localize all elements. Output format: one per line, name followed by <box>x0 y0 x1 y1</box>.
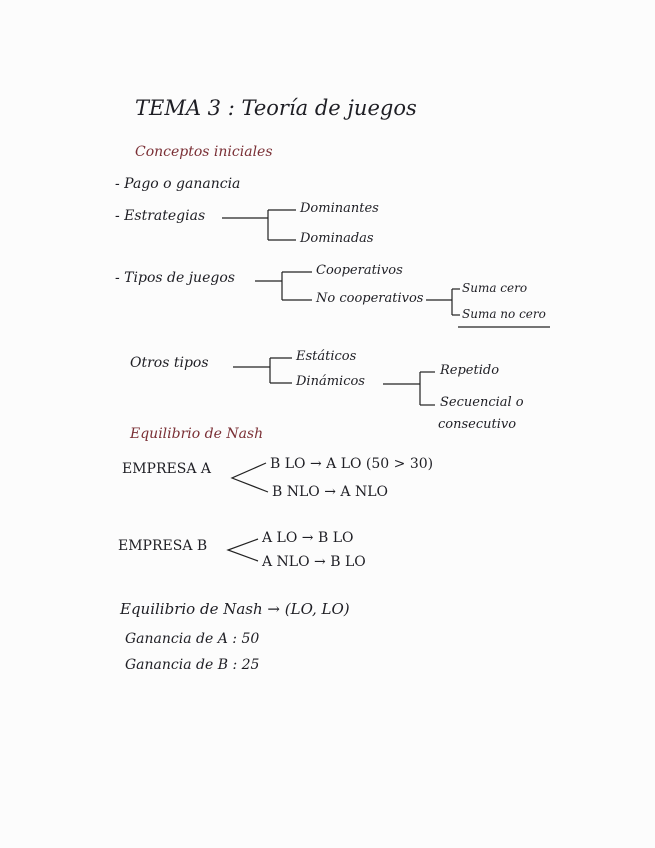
item-estaticos: Estáticos <box>296 349 357 364</box>
item-consecutivo: consecutivo <box>438 417 517 432</box>
empresa-a-line2: B NLO → A NLO <box>272 484 388 500</box>
item-repetido: Repetido <box>440 363 500 378</box>
item-dinamicos: Dinámicos <box>296 374 365 389</box>
item-dominadas: Dominadas <box>300 231 374 246</box>
conceptos-heading: Conceptos iniciales <box>135 144 273 160</box>
item-pago: - Pago o ganancia <box>115 176 241 192</box>
item-suma-cero: Suma cero <box>462 281 528 295</box>
empresa-b-line2: A NLO → B LO <box>262 554 366 570</box>
nash-equilibrium-result: Equilibrio de Nash → (LO, LO) <box>120 600 350 618</box>
page-title: TEMA 3 : Teoría de juegos <box>135 96 417 120</box>
empresa-b-line1: A LO → B LO <box>262 530 354 546</box>
empresa-a-label: EMPRESA A <box>122 461 211 477</box>
item-secuencial: Secuencial o <box>440 395 524 410</box>
otros-tipos-label: Otros tipos <box>130 355 209 371</box>
nash-heading: Equilibrio de Nash <box>130 426 264 442</box>
item-no-cooperativos: No cooperativos <box>316 291 424 306</box>
item-cooperativos: Cooperativos <box>316 263 403 278</box>
empresa-b-label: EMPRESA B <box>118 538 208 554</box>
item-dominantes: Dominantes <box>300 201 379 216</box>
empresa-a-line1: B LO → A LO (50 > 30) <box>270 456 434 472</box>
item-suma-no-cero: Suma no cero <box>462 307 546 321</box>
item-estrategias: - Estrategias <box>115 208 206 224</box>
item-tipos-juegos: - Tipos de juegos <box>115 270 235 286</box>
ganancia-b: Ganancia de B : 25 <box>125 657 260 673</box>
ganancia-a: Ganancia de A : 50 <box>125 631 260 647</box>
